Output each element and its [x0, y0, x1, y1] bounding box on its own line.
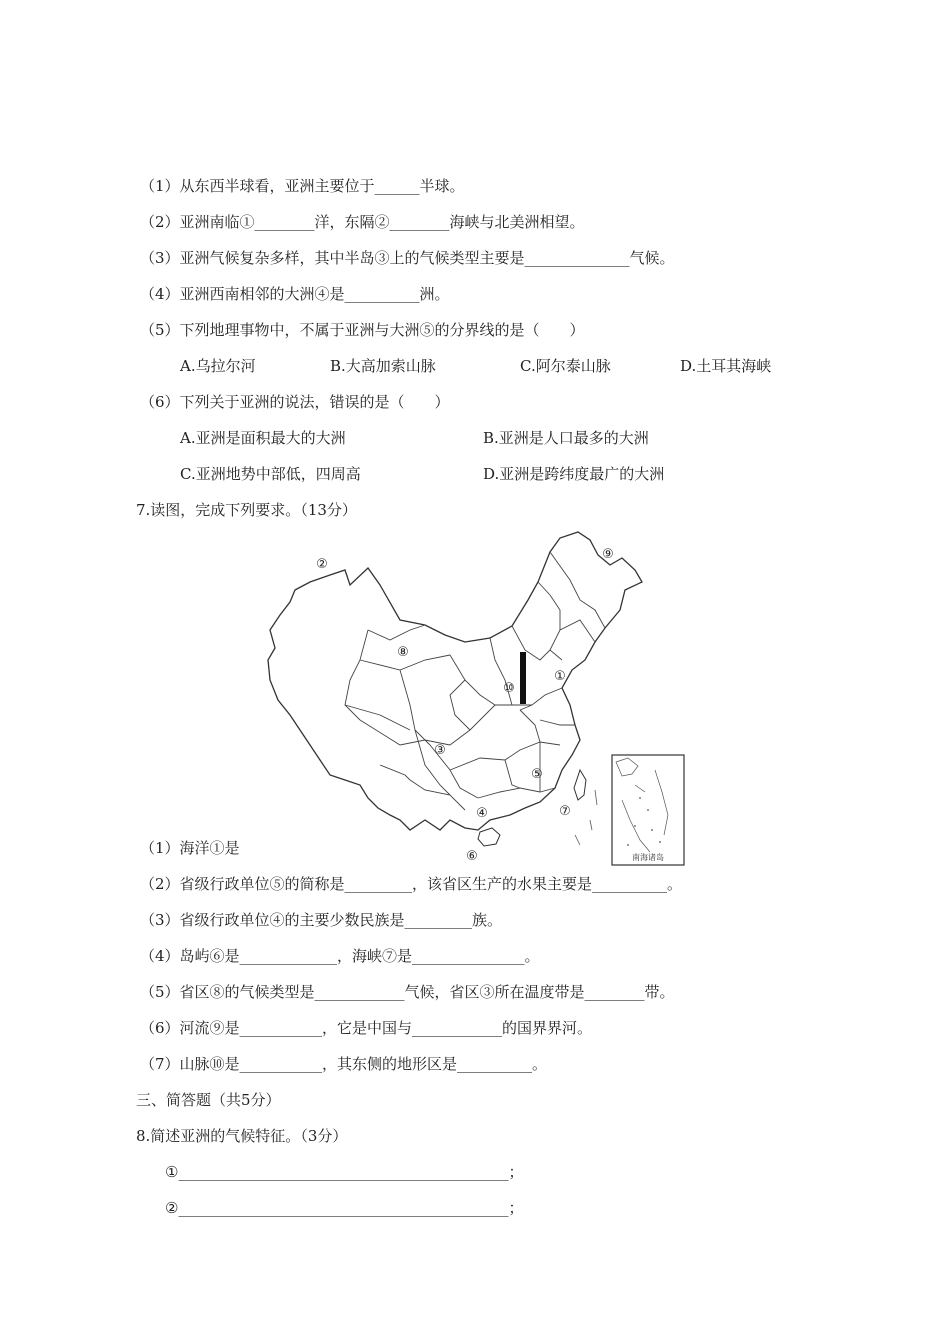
map-label-4: ④ [476, 806, 488, 821]
q6-part2: （2）亚洲南临①________洋，东隔②________海峡与北美洲相望。 [140, 213, 585, 231]
q7-part6: （6）河流⑨是___________，它是中国与____________的国界界河。 [140, 1019, 593, 1037]
q7-part1: （1）海洋①是 [140, 839, 240, 857]
map-label-3: ③ [434, 743, 446, 758]
q7-part5: （5）省区⑧的气候类型是____________气候，省区③所在温度带是________带。 [140, 983, 675, 1001]
q6-part4: （4）亚洲西南相邻的大洲④是__________洲。 [140, 285, 450, 303]
q8-title: 8.简述亚洲的气候特征。（3分） [136, 1127, 348, 1145]
map-label-7: ⑦ [559, 804, 571, 819]
q7-part3: （3）省级行政单位④的主要少数民族是_________族。 [140, 911, 503, 929]
section-3-heading: 三、简答题（共5分） [136, 1091, 281, 1109]
q6-part5: （5）下列地理事物中，不属于亚洲与大洲⑤的分界线的是（ ） [140, 321, 585, 339]
mountain-range-mark [520, 652, 526, 704]
china-outline [268, 532, 642, 830]
q6-part6-option-c: C.亚洲地势中部低，四周高 [180, 465, 361, 483]
q8-answer-line-1: ①____________________________________________； [165, 1163, 524, 1181]
q7-title: 7.读图，完成下列要求。（13分） [136, 501, 357, 519]
q7-part2: （2）省级行政单位⑤的简称是_________，该省区生产的水果主要是__________。 [140, 875, 683, 893]
hainan-island [478, 828, 500, 846]
q6-part6-option-d: D.亚洲是跨纬度最广的大洲 [483, 465, 665, 483]
taiwan-island [574, 770, 586, 800]
q6-part5-option-a: A.乌拉尔河 [180, 357, 256, 375]
q6-part5-option-d: D.土耳其海峡 [680, 357, 772, 375]
map-label-5: ⑤ [531, 767, 543, 782]
q6-part6-option-b: B.亚洲是人口最多的大洲 [483, 429, 649, 447]
q6-part5-option-c: C.阿尔泰山脉 [520, 357, 611, 375]
map-label-6: ⑥ [466, 849, 478, 864]
inset-label: 南海诸岛 [632, 853, 664, 862]
q6-part5-option-b: B.大高加索山脉 [330, 357, 436, 375]
q6-part6-option-a: A.亚洲是面积最大的大洲 [180, 429, 346, 447]
q6-part6: （6）下列关于亚洲的说法，错误的是（ ） [140, 393, 450, 411]
q6-part3: （3）亚洲气候复杂多样，其中半岛③上的气候类型主要是______________气候。 [140, 249, 675, 267]
map-label-10: ⑩ [503, 681, 515, 696]
q6-part1: （1）从东西半球看，亚洲主要位于______半球。 [140, 177, 465, 195]
q7-part4: （4）岛屿⑥是_____________，海峡⑦是_______________。 [140, 947, 540, 965]
map-label-9: ⑨ [602, 547, 614, 562]
map-label-1: ① [554, 669, 566, 684]
q7-part7: （7）山脉⑩是___________，其东侧的地形区是__________。 [140, 1055, 548, 1073]
map-label-8: ⑧ [397, 645, 409, 660]
map-label-2: ② [316, 557, 328, 572]
china-map [250, 530, 690, 870]
q8-answer-line-2: ②____________________________________________； [165, 1199, 524, 1217]
